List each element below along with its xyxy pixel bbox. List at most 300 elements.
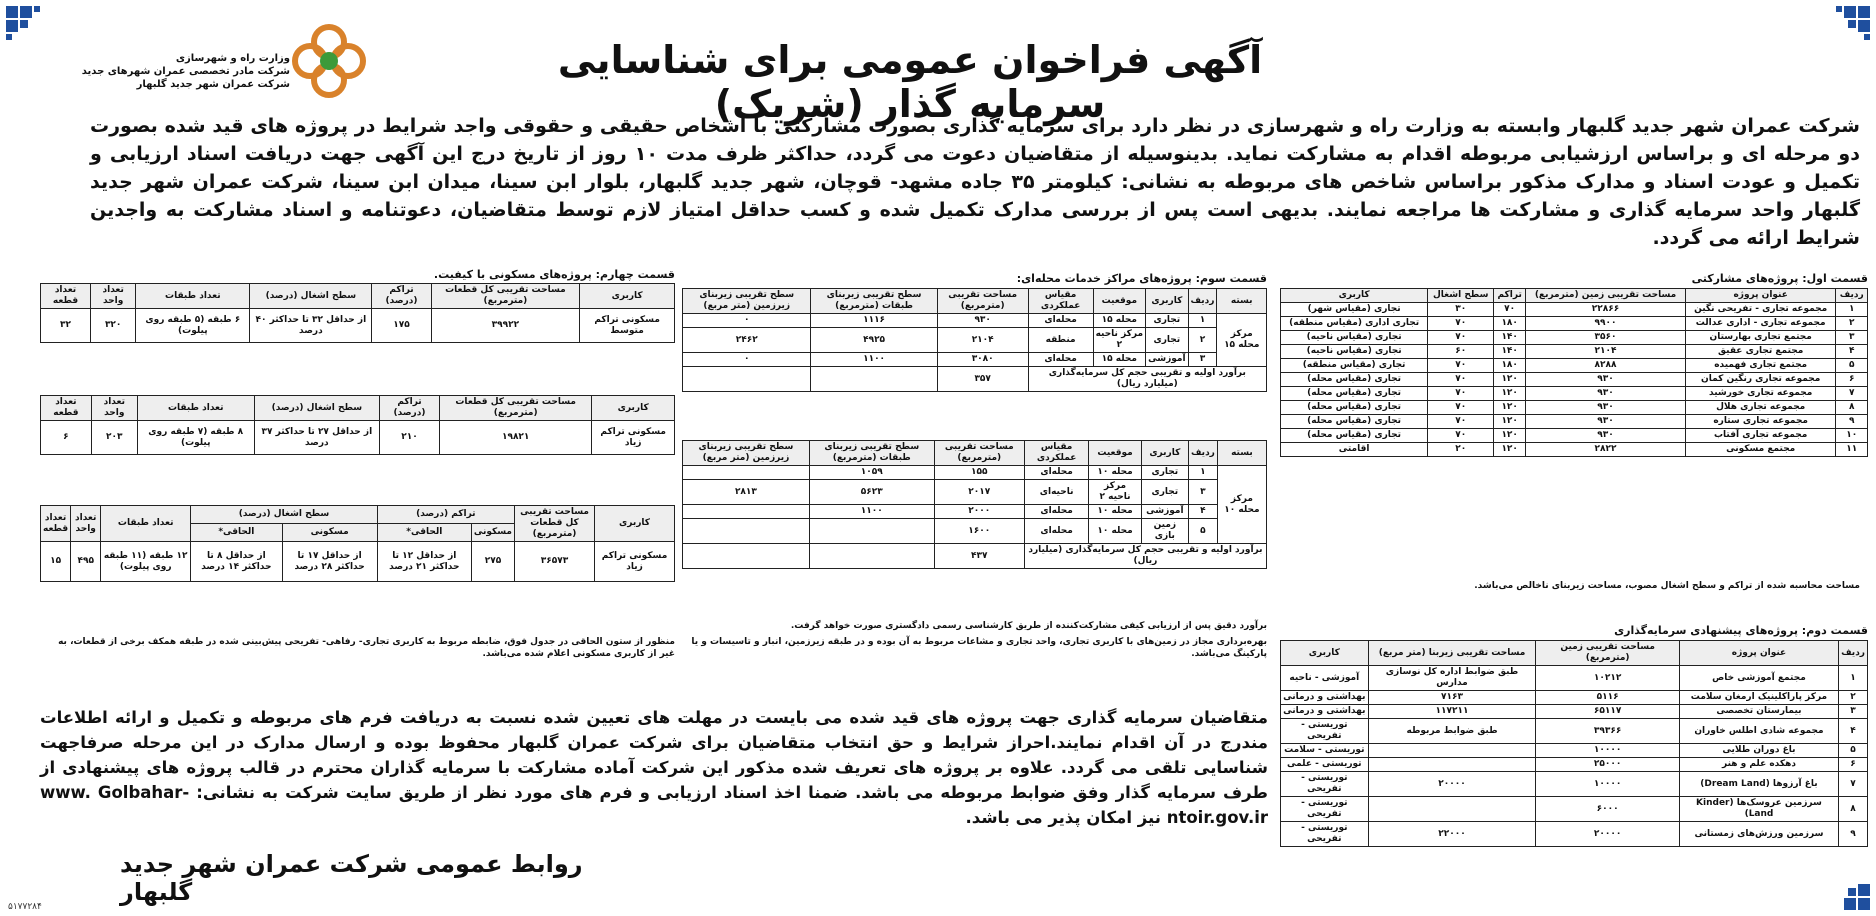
table-cell: تجاری (مقیاس ناحیه)	[1281, 345, 1428, 359]
table-cell: تجاری	[1146, 328, 1188, 353]
col-header: ردیف	[1188, 289, 1217, 314]
sub-header: الحاقی*	[377, 524, 471, 542]
col-header: مقیاس عملکردی	[1024, 441, 1089, 466]
table-cell: آموزشی	[1146, 353, 1188, 367]
table-cell: ۲۴۶۲	[683, 328, 811, 353]
col-header: تراکم (درصد)	[377, 506, 514, 524]
table-cell: محله‌ای	[1024, 466, 1089, 480]
table-cell: ۲۵۰۰۰	[1536, 758, 1679, 772]
col-header: تعداد واحد	[91, 396, 137, 421]
company-logo	[290, 22, 368, 100]
company-name: شرکت عمران شهر جدید گلبهار	[136, 79, 290, 90]
table-cell: تجاری (مقیاس منطقه)	[1281, 359, 1428, 373]
table-cell: ۳	[1188, 480, 1217, 505]
col-header: مساحت تقریبی کل قطعات (مترمربع)	[431, 284, 580, 309]
table-cell: ۶	[1839, 758, 1868, 772]
table-cell: ۶۰۰۰	[1536, 797, 1679, 822]
table-cell: ۱۱۱۶	[811, 314, 937, 328]
col-header: بسته	[1217, 289, 1267, 314]
table-cell: ۲۰۳	[91, 421, 137, 455]
table-cell: ۲۸۲۲	[1526, 443, 1686, 457]
table-cell: ۳۰۸۰	[937, 353, 1028, 367]
table-cell: ۷۰	[1428, 317, 1494, 331]
section1-table	[1280, 288, 1868, 457]
total-label: برآورد اولیه و تقریبی حجم کل سرمایه‌گذاری (میلیارد ریال)	[1024, 544, 1266, 569]
col-header: مساحت تقریبی (مترمربع)	[934, 441, 1024, 466]
sub-header: الحاقی*	[191, 524, 282, 542]
table-cell: ۳۵۶۰	[1526, 331, 1686, 345]
table-cell: ۷	[1839, 772, 1868, 797]
table-cell: توریستی - تفریحی	[1281, 772, 1369, 797]
section4-table-a	[40, 283, 675, 343]
col-header: تعداد طبقات	[136, 284, 250, 309]
table-cell: ۲۸۱۳	[683, 480, 810, 505]
table-cell: توریستی - تفریحی	[1281, 719, 1369, 744]
table-cell: تجاری (مقیاس محله)	[1281, 401, 1428, 415]
package-name: مرکز محله ۱۵	[1217, 314, 1267, 367]
section4-table-c	[40, 505, 675, 582]
table-cell: مجتمع تجاری بهارستان	[1685, 331, 1836, 345]
table-cell: ۳۶۵۷۳	[515, 542, 595, 582]
table-cell: آموزشی	[1141, 505, 1188, 519]
table-cell: ۱۶۰۰	[934, 519, 1024, 544]
table-cell: مجتمع تجاری عقیق	[1685, 345, 1836, 359]
table-cell: اقامتی	[1281, 443, 1428, 457]
table-cell: ۲۷۵	[471, 542, 514, 582]
col-header: تعداد واحد	[71, 506, 101, 542]
table-cell: مسکونی تراکم متوسط	[580, 309, 675, 343]
table-cell: ۷۰	[1494, 303, 1526, 317]
table-cell	[683, 519, 810, 544]
col-header: عنوان پروژه	[1679, 641, 1838, 666]
total-value: ۳۵۷	[937, 367, 1028, 392]
table-cell: ۰	[683, 353, 811, 367]
table-cell: ۱۰۲۱۲	[1536, 666, 1679, 691]
table-cell: ۸	[1839, 797, 1868, 822]
sub-header: مسکونی	[471, 524, 514, 542]
page-title: آگهی فراخوان عمومی برای شناسایی سرمایه گذار (شریک)	[557, 38, 1263, 126]
table-cell: مجتمع مسکونی	[1685, 443, 1836, 457]
table-cell: ۱۲۰	[1494, 373, 1526, 387]
col-header: سطح اشغال (درصد)	[254, 396, 379, 421]
table-cell: ۶۰	[1428, 345, 1494, 359]
table-cell: ۶۵۱۱۷	[1536, 705, 1679, 719]
table-cell: ۲۲۰۰۰	[1368, 822, 1536, 847]
table-row	[1281, 797, 1868, 822]
table-cell: مجموعه تجاری رنگین کمان	[1685, 373, 1836, 387]
col-header: کاربری	[592, 396, 675, 421]
table-cell: ۷۰	[1428, 415, 1494, 429]
table-row	[1281, 331, 1868, 345]
table-cell: بیمارستان تخصصی	[1679, 705, 1838, 719]
table-cell: محله ۱۰	[1089, 519, 1141, 544]
table-cell: مجموعه شادی اطلس خاوران	[1679, 719, 1838, 744]
col-header: مساحت تقریبی زیربنا (متر مربع)	[1368, 641, 1536, 666]
table-cell: ۲۱۰	[380, 421, 440, 455]
table-cell: ۱۲۰	[1494, 443, 1526, 457]
table-cell: بهداشتی و درمانی	[1281, 705, 1369, 719]
table-cell: محله‌ای	[1028, 353, 1093, 367]
table-row	[1281, 359, 1868, 373]
table-cell: ۱۰۰۰۰	[1536, 744, 1679, 758]
table-cell: از حداقل ۳۲ تا حداکثر ۴۰ درصد	[250, 309, 372, 343]
col-header: تعداد قطعه	[41, 396, 92, 421]
table-cell: ۱۱۰۰	[809, 505, 934, 519]
table-cell: ۴	[1836, 345, 1868, 359]
table-cell: ۳۲	[41, 309, 91, 343]
table-cell: تجاری (مقیاس محله)	[1281, 429, 1428, 443]
table-cell: تجاری اداری (مقیاس منطقه)	[1281, 317, 1428, 331]
table-cell: ۹۹۰۰	[1526, 317, 1686, 331]
table-cell: تجاری	[1146, 314, 1188, 328]
table-cell: ۱۲ طبقه (۱۱ طبقه روی پیلوت)	[101, 542, 191, 582]
table-cell: ۶	[1836, 373, 1868, 387]
table-cell: مجموعه تجاری - تفریحی نگین	[1685, 303, 1836, 317]
table-row	[1281, 429, 1868, 443]
table-cell: ۸ طبقه (۷ طبقه روی پیلوت)	[137, 421, 254, 455]
table-cell: ۱	[1839, 666, 1868, 691]
table-cell: توریستی - علمی	[1281, 758, 1369, 772]
col-header: تعداد طبقات	[137, 396, 254, 421]
table-cell: تجاری	[1141, 466, 1188, 480]
col-header: ردیف	[1839, 641, 1868, 666]
table-cell: ناحیه‌ای	[1024, 480, 1089, 505]
section3-note-2: بهره‌برداری مجاز در زمین‌های با کاربری تجاری، واحد تجاری و مشاعات مربوط به آن بوده و در طبقه زیرزمین، انبار و تاسیسات و یا پارکینگ می‌باشد.	[691, 637, 1267, 659]
table-cell: ۹۳۰	[1526, 401, 1686, 415]
table-cell: محله‌ای	[1024, 519, 1089, 544]
table-cell: مجموعه تجاری خورشید	[1685, 387, 1836, 401]
table-cell: ۳۲۰	[91, 309, 136, 343]
section2-table	[1280, 640, 1868, 847]
table-cell: ۹۳۰	[1526, 415, 1686, 429]
col-header: ردیف	[1188, 441, 1217, 466]
table-cell: ۷۰	[1428, 429, 1494, 443]
table-cell: تجاری	[1141, 480, 1188, 505]
table-cell: مرکز ناحیه ۲	[1089, 480, 1141, 505]
table-cell: مسکونی تراکم زیاد	[595, 542, 675, 582]
col-header: عنوان پروژه	[1685, 289, 1836, 303]
total-row	[683, 367, 1267, 392]
table-cell: ۱۱۷۲۱۱	[1368, 705, 1536, 719]
table-cell: تجاری (مقیاس محله)	[1281, 415, 1428, 429]
package-name: مرکز محله ۱۰	[1217, 466, 1266, 544]
table-cell: محله ۱۵	[1093, 314, 1146, 328]
col-header: سطح اشغال (درصد)	[191, 506, 378, 524]
table-cell: باغ دوران طلایی	[1679, 744, 1838, 758]
col-header: تراکم (درصد)	[372, 284, 431, 309]
col-header: سطح تقریبی زیربنای طبقات (مترمربع)	[809, 441, 934, 466]
section3-title: قسمت سوم: پروژه‌های مراکز خدمات محله‌ای:	[1016, 272, 1267, 285]
table-cell: ۱	[1836, 303, 1868, 317]
table-cell: ۲	[1836, 317, 1868, 331]
table-row	[1281, 719, 1868, 744]
closing-paragraph: متقاضیان سرمایه گذاری جهت پروژه های قید شده می بایست در مهلت های تعیین شده نسبت به دریافت فرم های مربوطه و تکمیل و ارائه اطلاعات مندرج در آن اقدام نمایند.احراز شرایط و حق انتخاب متقاضیان برای شرکت عمران گلبهار محفوظ بوده و ارسال مدارک در این مرحله صرفاجهت شناسایی تلقی می گردد. علاوه بر پروژه های تعریف شده مذکور این شرکت آماده مشارکت با سرمایه گذاران محترم در قالب پروژه های پیشنهادی از طرف سرمایه گذار وفق ضوابط مربوطه می باشد. ضمنا اخذ اسناد ارزیابی و فرم های مورد نظر از طریق سایت شرکت به نشانی: www. Golbahar-ntoir.gov.ir نیز امکان پذیر می باشد.	[40, 708, 1268, 827]
table-cell: محله ۱۰	[1089, 466, 1141, 480]
table-cell	[1368, 758, 1536, 772]
table-cell: ۶ طبقه (۵ طبقه روی پیلوت)	[136, 309, 250, 343]
section4-note: منظور از ستون الحاقی در جدول فوق، ضابطه مربوط به کاربری تجاری- رفاهی- تفریحی پیش‌بینی شده در طبقه همکف برخی از قطعات، به غیر از کاربری مسکونی اعلام شده می‌باشد.	[58, 637, 675, 659]
col-header: کاربری	[595, 506, 675, 542]
table-cell: مجموعه تجاری هلال	[1685, 401, 1836, 415]
table-cell: ۵	[1188, 519, 1217, 544]
table-cell: ۵۱۱۶	[1536, 691, 1679, 705]
table-cell: باغ آرزوها (Dream Land)	[1679, 772, 1838, 797]
table-cell: ۷۰	[1428, 331, 1494, 345]
table-cell: ۱۱۰۰	[811, 353, 937, 367]
parent-company-name: شرکت مادر تخصصی عمران شهرهای جدید	[81, 66, 290, 77]
col-header: مساحت تقریبی کل قطعات (مترمربع)	[439, 396, 591, 421]
table-cell: بهداشتی و درمانی	[1281, 691, 1369, 705]
table-cell: توریستی - تفریحی	[1281, 797, 1369, 822]
table-cell: ۴	[1839, 719, 1868, 744]
col-header: مساحت تقریبی زمین (مترمربع)	[1536, 641, 1679, 666]
sub-header: مسکونی	[282, 524, 377, 542]
col-header: مساحت تقریبی زمین (مترمربع)	[1526, 289, 1686, 303]
table-cell: منطقه	[1028, 328, 1093, 353]
table-cell: ۷۰	[1428, 401, 1494, 415]
table-row	[683, 314, 1267, 328]
table-cell: محله ۱۵	[1093, 353, 1146, 367]
table-cell: ۵	[1839, 744, 1868, 758]
table-cell	[683, 466, 810, 480]
table-row	[1281, 758, 1868, 772]
table-cell: ۲۲۸۶۶	[1526, 303, 1686, 317]
table-cell	[811, 367, 937, 392]
col-header: کاربری	[1281, 641, 1369, 666]
col-header: تعداد قطعه	[41, 506, 71, 542]
table-cell: ۴۹۲۵	[811, 328, 937, 353]
table-row	[1281, 666, 1868, 691]
table-cell: ۱۱	[1836, 443, 1868, 457]
table-cell: ۱۸۰	[1494, 359, 1526, 373]
table-row	[1281, 401, 1868, 415]
col-header: مقیاس عملکردی	[1028, 289, 1093, 314]
col-header: کاربری	[1281, 289, 1428, 303]
table-cell: طبق ضوابط اداره کل نوسازی مدارس	[1368, 666, 1536, 691]
table-cell: ۰	[683, 314, 811, 328]
table-cell: محله ۱۰	[1089, 505, 1141, 519]
table-cell: ۱۵۵	[934, 466, 1024, 480]
col-header: سطح تقریبی زیربنای طبقات (مترمربع)	[811, 289, 937, 314]
table-cell: مسکونی تراکم زیاد	[592, 421, 675, 455]
table-cell: مجموعه تجاری - اداری عدالت	[1685, 317, 1836, 331]
table-row	[1281, 415, 1868, 429]
table-cell: ۹۳۰	[1526, 373, 1686, 387]
table-cell: ۱۲۰	[1494, 415, 1526, 429]
col-header: تراکم	[1494, 289, 1526, 303]
table-cell: ۲۰۰۰۰	[1368, 772, 1536, 797]
table-cell: ۱۷۵	[372, 309, 431, 343]
table-cell: ۴	[1188, 505, 1217, 519]
ministry-caption	[81, 52, 290, 91]
table-cell: ۷۱۶۳	[1368, 691, 1536, 705]
table-row	[683, 328, 1267, 353]
table-cell: ۹۳۰	[1526, 387, 1686, 401]
col-header: مساحت تقریبی (مترمربع)	[937, 289, 1028, 314]
section1-note: مساحت محاسبه شده از تراکم و سطح اشغال مصوب، مساحت زیربنای ناخالص می‌باشد.	[1474, 581, 1860, 591]
table-cell: ۳	[1188, 353, 1217, 367]
table-cell: ۷۰	[1428, 387, 1494, 401]
table-cell: مرکز پاراکلینیک ارمغان سلامت	[1679, 691, 1838, 705]
col-header: ردیف	[1836, 289, 1868, 303]
signature: روابط عمومی شرکت عمران شهر جدید گلبهار	[120, 850, 583, 906]
table-cell: ۸۲۸۸	[1526, 359, 1686, 373]
table-cell: محله‌ای	[1024, 505, 1089, 519]
col-header: سطح اشغال (درصد)	[250, 284, 372, 309]
table-row	[1281, 303, 1868, 317]
table-cell: ۹۳۰	[1526, 429, 1686, 443]
table-cell	[1368, 797, 1536, 822]
table-cell: ۱۰	[1836, 429, 1868, 443]
total-value: ۴۳۷	[934, 544, 1024, 569]
table-row	[1281, 345, 1868, 359]
table-cell: ۱۵	[41, 542, 71, 582]
table-cell: ۲۰۰۰	[934, 505, 1024, 519]
table-cell: ۱۴۰	[1494, 345, 1526, 359]
table-cell: زمین بازی	[1141, 519, 1188, 544]
table-cell: ۱۲۰	[1494, 429, 1526, 443]
table-cell: تجاری (مقیاس محله)	[1281, 387, 1428, 401]
table-row	[1281, 705, 1868, 719]
col-header: تراکم (درصد)	[380, 396, 440, 421]
table-cell: ۵۶۲۳	[809, 480, 934, 505]
col-header: بسته	[1217, 441, 1266, 466]
table-cell: توریستی - سلامت	[1281, 744, 1369, 758]
table-cell: ۴۹۵	[71, 542, 101, 582]
table-row	[1281, 373, 1868, 387]
section1-title: قسمت اول: پروژه‌های مشارکتی	[1691, 272, 1868, 285]
corner-ornament-icon	[1826, 4, 1872, 50]
table-cell: ۱۴۰	[1494, 331, 1526, 345]
table-cell: ۷۰	[1428, 373, 1494, 387]
table-cell: ۳۹۹۲۲	[431, 309, 580, 343]
table-cell: ۳	[1836, 331, 1868, 345]
col-header: کاربری	[1141, 441, 1188, 466]
col-header: سطح اشغال	[1428, 289, 1494, 303]
table-cell: ۱۲۰	[1494, 401, 1526, 415]
section4-table-b	[40, 395, 675, 455]
table-cell: ۸	[1836, 401, 1868, 415]
table-cell: تجاری (مقیاس محله)	[1281, 373, 1428, 387]
intro-paragraph: شرکت عمران شهر جدید گلبهار وابسته به وزارت راه و شهرسازی در نظر دارد برای سرمایه گذاری بصورت مشارکتی با اشخاص حقیقی و حقوقی واجد شرایط در پروژه های قید شده بصورت دو مرحله ای و براساس ارزشیابی مربوطه اقدام به مشارکت نماید. بدینوسیله از متقاضیان دعوت می گردد، حداکثر ظرف مدت ۱۰ روز از تاریخ درج این آگهی جهت دریافت اسناد ارزیابی و تکمیل و عودت اسناد و مدارک مذکور براساس شاخص های مربوطه به نشانی: کیلومتر ۳۵ جاده مشهد- قوچان، شهر جدید گلبهار، بلوار ابن سینا، میدان ابن سینا، شرکت عمران شهر جدید گلبهار واحد سرمایه گذاری و مشارکت ها مراجعه نمایند. بدیهی است پس از بررسی مدارک تکمیل شده و کسب حداقل امتیاز لازم توسط متقاضیان، دعوتنامه و اسناد مشارکت به واجدین شرایط ارائه می گردد.	[90, 115, 1861, 249]
table-cell	[1368, 744, 1536, 758]
table-row	[683, 519, 1267, 544]
corner-ornament-icon	[4, 4, 50, 50]
table-cell	[809, 519, 934, 544]
table-cell: ۱۰۵۹	[809, 466, 934, 480]
table-cell: از حداقل ۱۲ تا حداکثر ۲۱ درصد	[377, 542, 471, 582]
section2-title: قسمت دوم: پروژه‌های پیشنهادی سرمایه‌گذاری	[1614, 624, 1868, 637]
col-header: سطح تقریبی زیربنای زیرزمین (متر مربع)	[683, 289, 811, 314]
table-cell: ۵	[1836, 359, 1868, 373]
table-cell: آموزشی - ناحیه	[1281, 666, 1369, 691]
table-cell: ۲	[1188, 328, 1217, 353]
total-label: برآورد اولیه و تقریبی حجم کل سرمایه‌گذاری (میلیارد ریال)	[1028, 367, 1266, 392]
table-cell: سرزمین ورزش‌های زمستانی	[1679, 822, 1838, 847]
table-cell: از حداقل ۲۷ تا حداکثر ۳۷ درصد	[254, 421, 379, 455]
table-row	[683, 505, 1267, 519]
col-header: موقعیت	[1089, 441, 1141, 466]
table-cell	[683, 367, 811, 392]
table-cell: ۳	[1839, 705, 1868, 719]
table-cell: ۱	[1188, 466, 1217, 480]
table-cell	[809, 544, 934, 569]
table-cell: ۶	[41, 421, 92, 455]
table-cell: مجتمع تجاری فهمیده	[1685, 359, 1836, 373]
table-cell: ۹	[1836, 415, 1868, 429]
table-cell: ۳۰	[1428, 303, 1494, 317]
col-header: موقعیت	[1093, 289, 1146, 314]
table-cell: تجاری (مقیاس ناحیه)	[1281, 331, 1428, 345]
table-cell: ۹	[1839, 822, 1868, 847]
col-header: سطح تقریبی زیربنای زیرزمین (متر مربع)	[683, 441, 810, 466]
table-cell: از حداقل ۸ تا حداکثر ۱۴ درصد	[191, 542, 282, 582]
table-row	[683, 353, 1267, 367]
table-cell: طبق ضوابط مربوطه	[1368, 719, 1536, 744]
table-cell: مجتمع آموزشی خاص	[1679, 666, 1838, 691]
corner-ornament-icon	[1826, 866, 1872, 912]
table-cell: ۱۰۰۰۰	[1536, 772, 1679, 797]
col-header: تعداد واحد	[91, 284, 136, 309]
table-cell: ۷۰	[1428, 359, 1494, 373]
table-cell: توریستی - تفریحی	[1281, 822, 1369, 847]
col-header: کاربری	[580, 284, 675, 309]
table-row	[1281, 822, 1868, 847]
table-cell	[683, 544, 810, 569]
table-cell: مجموعه تجاری ستاره	[1685, 415, 1836, 429]
table-cell: ۹۳۰	[937, 314, 1028, 328]
ministry-name: وزارت راه و شهرسازی	[175, 53, 290, 64]
table-cell: مجموعه تجاری آفتاب	[1685, 429, 1836, 443]
table-cell: سرزمین عروسک‌ها (Kinder Land)	[1679, 797, 1838, 822]
col-header: تعداد قطعه	[41, 284, 91, 309]
col-header: مساحت تقریبی کل قطعات (مترمربع)	[515, 506, 595, 542]
table-row	[1281, 691, 1868, 705]
table-cell: ۲۱۰۴	[1526, 345, 1686, 359]
total-row	[683, 544, 1267, 569]
section4-title: قسمت چهارم: پروژه‌های مسکونی با کیفیت.	[433, 268, 675, 281]
table-cell: ۲۰	[1428, 443, 1494, 457]
table-cell: ۲۱۰۴	[937, 328, 1028, 353]
section3-table-b	[682, 440, 1267, 569]
col-header: کاربری	[1146, 289, 1188, 314]
table-cell: از حداقل ۱۷ تا حداکثر ۲۸ درصد	[282, 542, 377, 582]
table-cell: ۲۰۱۷	[934, 480, 1024, 505]
table-row	[1281, 443, 1868, 457]
table-cell	[683, 505, 810, 519]
table-row	[683, 466, 1267, 480]
table-cell: محله‌ای	[1028, 314, 1093, 328]
table-cell: ۲۰۰۰۰	[1536, 822, 1679, 847]
ad-code: ۵۱۷۷۲۸۴	[8, 902, 42, 912]
table-cell: ۷	[1836, 387, 1868, 401]
table-cell: ۱۲۰	[1494, 387, 1526, 401]
section3-note-1: برآورد دقیق پس از ارزیابی کیفی مشارکت‌کننده از طریق کارشناسی رسمی دادگستری صورت خواهد گرفت.	[790, 621, 1267, 631]
table-cell: ۱۹۸۲۱	[439, 421, 591, 455]
table-cell: ۳۹۳۶۶	[1536, 719, 1679, 744]
table-cell: ۲	[1839, 691, 1868, 705]
section3-table-a	[682, 288, 1267, 392]
table-cell: ۱۸۰	[1494, 317, 1526, 331]
table-row	[1281, 772, 1868, 797]
table-row	[1281, 744, 1868, 758]
table-cell: دهکده علم و هنر	[1679, 758, 1838, 772]
table-row	[1281, 317, 1868, 331]
table-row	[683, 480, 1267, 505]
table-cell: تجاری (مقیاس شهر)	[1281, 303, 1428, 317]
col-header: تعداد طبقات	[101, 506, 191, 542]
table-cell: مرکز ناحیه ۲	[1093, 328, 1146, 353]
